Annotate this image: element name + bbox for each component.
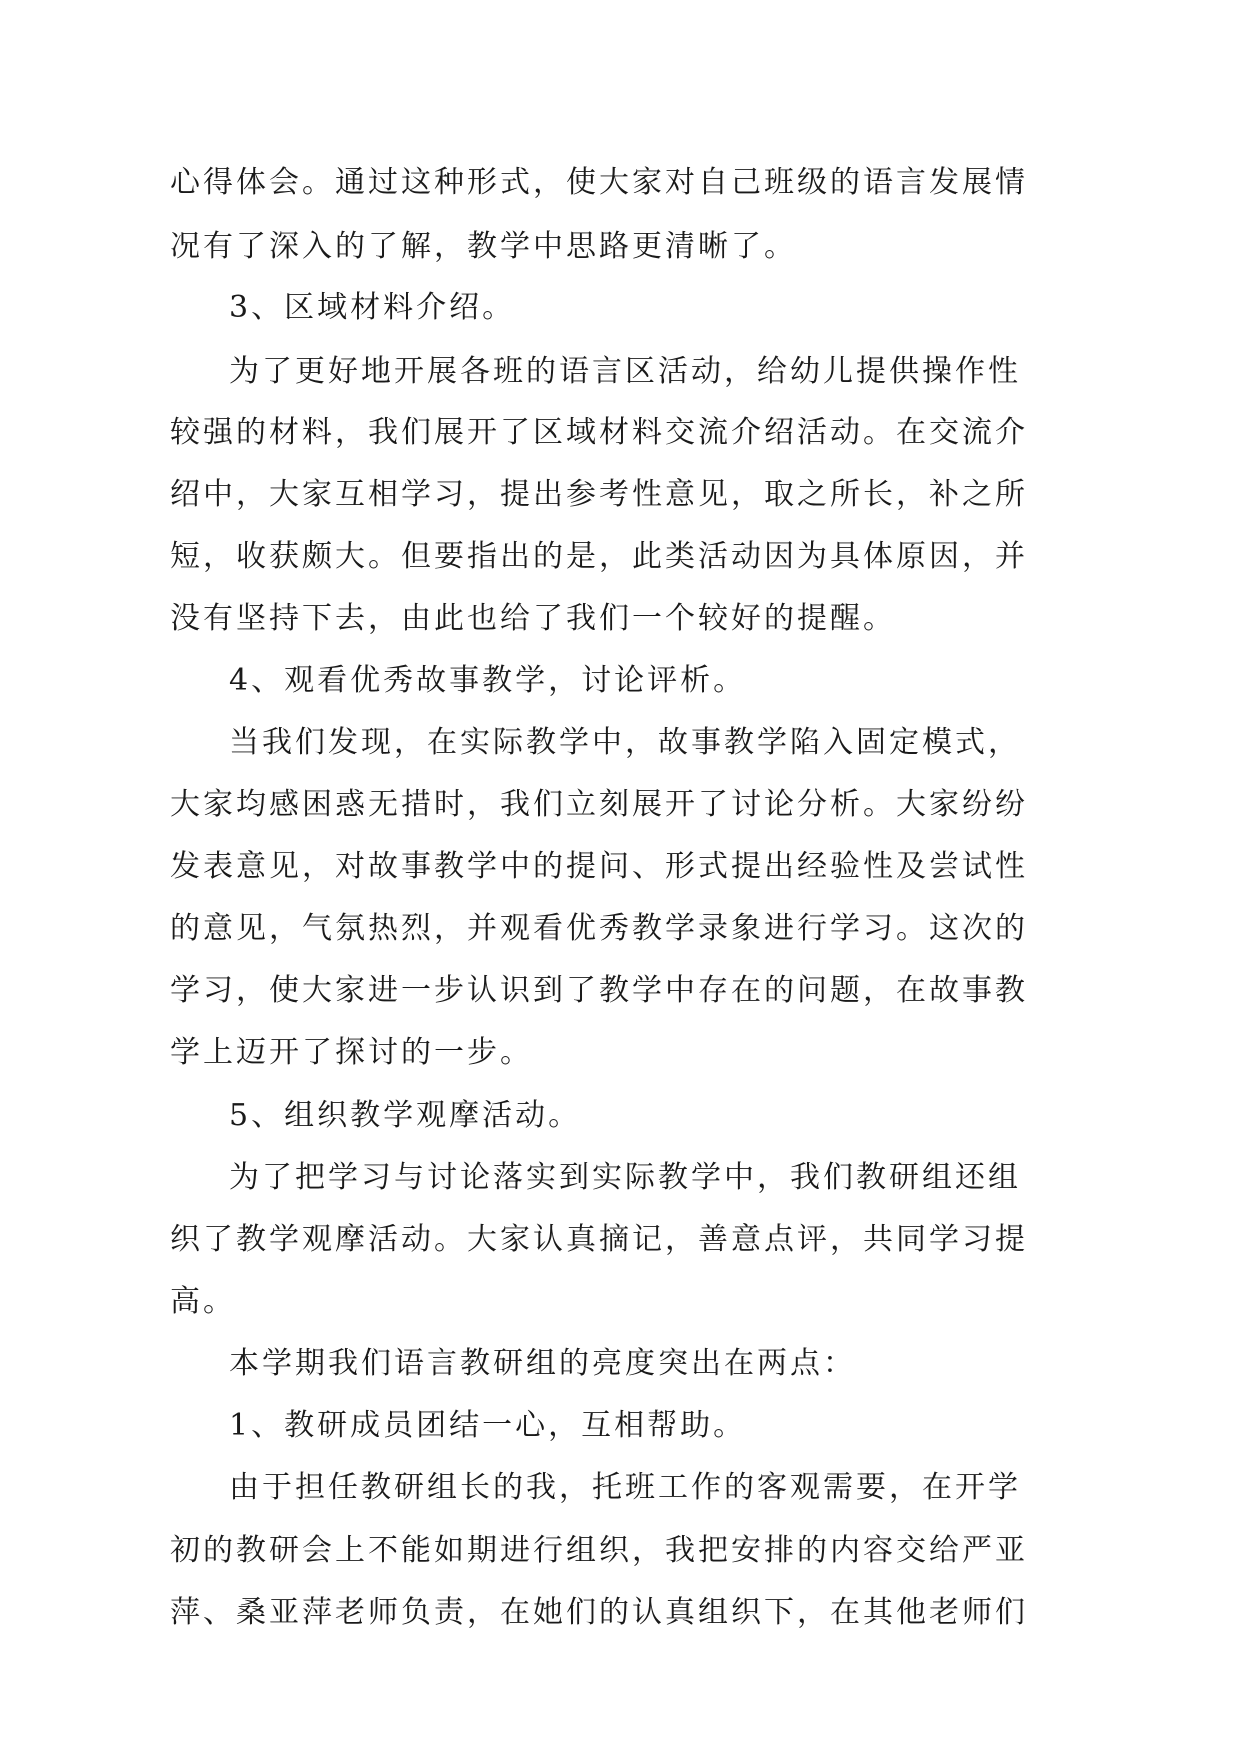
text-line: 较强的材料，我们展开了区域材料交流介绍活动。在交流介	[170, 415, 1028, 450]
text-line: 大家均感困惑无措时，我们立刻展开了讨论分析。大家纷纷	[170, 787, 1028, 822]
text-line: 为了更好地开展各班的语言区活动，给幼儿提供操作性	[229, 354, 1021, 389]
text-line: 心得体会。通过这种形式，使大家对自己班级的语言发展情	[170, 165, 1028, 200]
text-line: 当我们发现，在实际教学中，故事教学陷入固定模式，	[229, 725, 1021, 760]
text-line: 发表意见，对故事教学中的提问、形式提出经验性及尝试性	[170, 849, 1028, 884]
text-line: 初的教研会上不能如期进行组织，我把安排的内容交给严亚	[170, 1533, 1028, 1568]
text-line: 学上迈开了探讨的一步。	[170, 1035, 533, 1070]
text-line: 织了教学观摩活动。大家认真摘记，善意点评，共同学习提	[170, 1222, 1028, 1257]
text-line: 萍、桑亚萍老师负责，在她们的认真组织下，在其他老师们	[170, 1595, 1028, 1630]
text-line: 学习，使大家进一步认识到了教学中存在的问题，在故事教	[170, 973, 1028, 1008]
text-line: 的意见，气氛热烈，并观看优秀教学录象进行学习。这次的	[170, 911, 1028, 946]
text-line: 为了把学习与讨论落实到实际教学中，我们教研组还组	[229, 1160, 1021, 1195]
text-line: 短，收获颇大。但要指出的是，此类活动因为具体原因，并	[170, 539, 1028, 574]
text-line: 本学期我们语言教研组的亮度突出在两点：	[229, 1346, 856, 1381]
text-line: 高。	[170, 1284, 236, 1319]
section-heading: 4、观看优秀故事教学，讨论评析。	[229, 663, 747, 698]
text-line: 没有坚持下去，由此也给了我们一个较好的提醒。	[170, 601, 896, 636]
section-heading: 1、教研成员团结一心，互相帮助。	[229, 1408, 747, 1443]
text-line: 况有了深入的了解，教学中思路更清晰了。	[170, 229, 797, 264]
section-heading: 3、区域材料介绍。	[229, 290, 516, 325]
section-heading: 5、组织教学观摩活动。	[229, 1098, 582, 1133]
text-line: 由于担任教研组长的我，托班工作的客观需要，在开学	[229, 1470, 1021, 1505]
text-line: 绍中，大家互相学习，提出参考性意见，取之所长，补之所	[170, 477, 1028, 512]
